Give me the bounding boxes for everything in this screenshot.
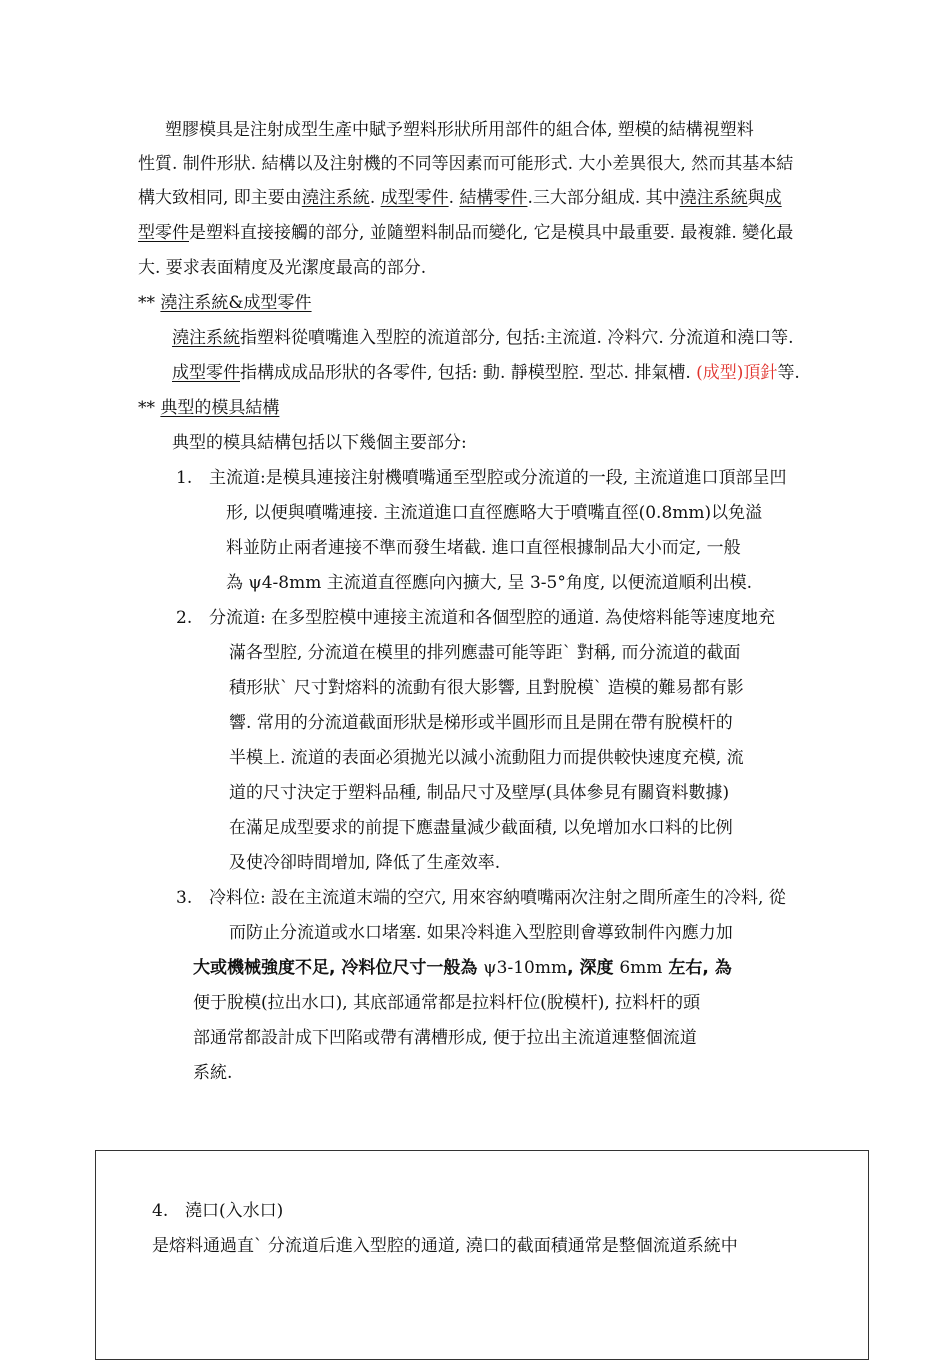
item4-heading	[152, 1199, 283, 1223]
term-molding-parts-2a: 成	[764, 188, 782, 208]
item2-line-7: 在滿足成型要求的前提下應盡量減少截面積, 以免增加水口料的比例	[229, 818, 733, 838]
ejector-pin-highlight: (成型)頂針	[696, 363, 778, 383]
item2-line-3: 積形狀` 尺寸對熔料的流動有很大影響, 且對脫模` 造模的難易都有影	[229, 678, 744, 698]
item3-line-1: 3. 冷料位: 設在主流道末端的空穴, 用來容納噴嘴兩次注射之間所產生的冷料, 從	[176, 888, 786, 908]
item3-line-4: 便于脫模(拉出水口), 其底部通常都是拉料杆位(脫模杆), 拉料杆的頭	[193, 993, 701, 1013]
intro-line-4: 型零件是塑料直接接觸的部分, 並隨塑料制品而變化, 它是模具中最重要. 最複雜. 變化最	[138, 223, 794, 243]
item1-line-2: 形, 以便與噴嘴連接. 主流道進口直徑應略大于噴嘴直徑(0.8mm)以免溢	[226, 503, 763, 523]
intro-line-2: 性質. 制件形狀. 結構以及注射機的不同等因素而可能形式. 大小差異很大, 然而其基本結	[138, 154, 794, 174]
intro-line-3: 構大致相同, 即主要由澆注系統. 成型零件. 結構零件.三大部分組成. 其中澆注系統與成	[138, 188, 782, 208]
item4-title: 澆口(入水口)	[185, 1201, 284, 1221]
item2-line-4: 響. 常用的分流道截面形狀是梯形或半圓形而且是開在帶有脫模杆的	[229, 713, 733, 733]
item3-line-3: 大或機械強度不足, 冷料位尺寸一般為 ψ3-10mm, 深度 6mm 左右, 為	[193, 958, 732, 978]
item1-line-1: 1. 主流道:是模具連接注射機噴嘴通至型腔或分流道的一段, 主流道進口頂部呈凹	[176, 468, 787, 488]
item1-line-4: 為 ψ4-8mm 主流道直徑應向內擴大, 呈 3-5°角度, 以便流道順利出模.	[226, 573, 753, 593]
item3-line-6: 系統.	[193, 1063, 233, 1083]
section1-para-1: 澆注系統指塑料從噴嘴進入型腔的流道部分, 包括:主流道. 冷料穴. 分流道和澆口等.	[172, 328, 794, 348]
item3-line-5: 部通常都設計成下凹陷或帶有溝槽形成, 便于拉出主流道連整個流道	[193, 1028, 697, 1048]
item2-line-5: 半模上. 流道的表面必須拋光以減小流動阻力而提供較快速度充模, 流	[229, 748, 744, 768]
term-structural-parts: 結構零件	[459, 188, 528, 208]
item4-line-1: 是熔料通過直` 分流道后進入型腔的通道, 澆口的截面積通常是整個流道系統中	[152, 1236, 738, 1256]
item2-number: 2.	[176, 608, 193, 628]
intro-line-1: 塑膠模具是注射成型生產中賦予塑料形狀所用部件的組合体, 塑模的結構視塑料	[165, 120, 754, 140]
intro-line-5: 大. 要求表面精度及光潔度最高的部分.	[138, 258, 427, 278]
item1-number: 1.	[176, 468, 193, 488]
item3-number: 3.	[176, 888, 193, 908]
item1-line-3: 料並防止兩者連接不準而發生堵截. 進口直徑根據制品大小而定, 一般	[226, 538, 741, 558]
item2-line-6: 道的尺寸決定于塑料品種, 制品尺寸及壁厚(具体參見有關資料數據)	[229, 783, 730, 803]
term-gating-system: 澆注系統	[301, 188, 370, 208]
item4-number: 4.	[152, 1201, 169, 1221]
section2-heading: ** 典型的模具結構	[138, 398, 280, 418]
item2-line-2: 滿各型腔, 分流道在模里的排列應盡可能等距` 對稱, 而分流道的截面	[229, 643, 741, 663]
item2-line-1: 2. 分流道: 在多型腔模中連接主流道和各個型腔的通道. 為使熔料能等速度地充	[176, 608, 775, 628]
section1-title: 澆注系統&成型零件	[160, 293, 312, 313]
section2-intro: 典型的模具結構包括以下幾個主要部分:	[172, 433, 467, 453]
section1-heading: ** 澆注系統&成型零件	[138, 293, 312, 313]
item3-line-2: 而防止分流道或水口堵塞. 如果冷料進入型腔則會導致制件內應力加	[229, 923, 733, 943]
section1-para-2: 成型零件指構成成品形狀的各零件, 包括: 動. 靜模型腔. 型芯. 排氣槽. (成型)頂針等.	[172, 363, 800, 383]
section2-title: 典型的模具結構	[160, 398, 280, 418]
item2-line-8: 及使冷卻時間增加, 降低了生產效率.	[229, 853, 501, 873]
term-gating-system-2: 澆注系統	[679, 188, 748, 208]
term-molding-parts-2b: 型零件	[138, 223, 189, 243]
term-molding-parts: 成型零件	[380, 188, 449, 208]
